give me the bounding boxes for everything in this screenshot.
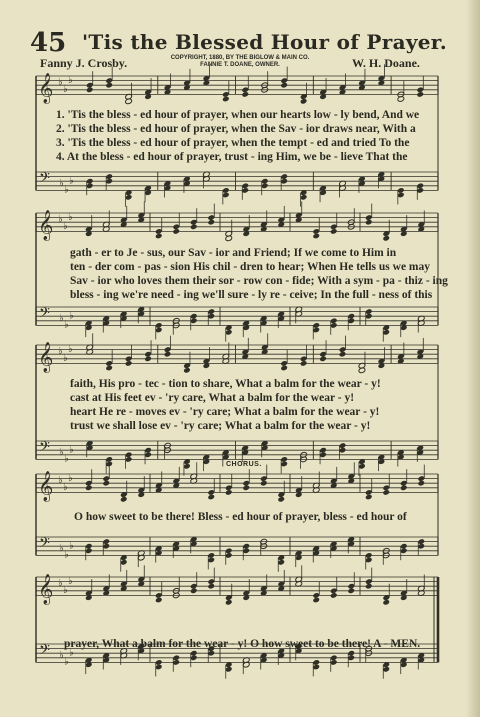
treble-3-note: [280, 365, 288, 372]
treble-4-note: [225, 489, 233, 496]
treble-5-note: [365, 583, 373, 590]
treble-clef-icon: 𝄞: [38, 471, 54, 502]
verse-2-line-1: 2. 'Tis the bless - ed hour of prayer, when the Sav - ior draws near, With a: [56, 123, 416, 135]
hymn-number: 45: [30, 28, 67, 58]
treble-2-note: [330, 228, 338, 235]
author-credit: Fanny J. Crosby.: [40, 56, 128, 70]
flat-sign: ♭: [64, 184, 69, 196]
flat-sign: ♭: [58, 578, 63, 590]
copyright-owner: FANNIE T. DOANE, OWNER.: [200, 62, 280, 68]
treble-2-note: [382, 235, 390, 242]
verse-4-line-3: trust we shall lose ev - 'ry care; What a balm for the wear - y!: [70, 420, 371, 432]
bass-clef-icon: 𝄢: [39, 642, 50, 663]
treble-4-note: [382, 489, 390, 496]
treble-1-note: [222, 96, 230, 103]
treble-1-note: [105, 82, 113, 89]
treble-clef-icon: 𝄞: [38, 73, 54, 104]
flat-sign: ♭: [64, 656, 69, 668]
flat-sign: ♭: [68, 575, 73, 587]
flat-sign: ♭: [68, 343, 73, 355]
hymn-title: 'Tis the Blessed Hour of Prayer.: [82, 30, 448, 54]
treble-1-note: [86, 87, 94, 94]
flat-sign: ♭: [63, 585, 68, 597]
verse-3-line-3: heart He re - moves ev - 'ry care; What a balm for the wear - y!: [70, 406, 380, 418]
copyright-line: COPYRIGHT, 1880, BY THE BIGLOW & MAIN CO.: [170, 55, 310, 61]
flat-sign: ♭: [68, 211, 73, 223]
treble-3-note: [183, 367, 191, 374]
treble-clef-icon: 𝄞: [38, 342, 54, 373]
flat-sign: ♭: [59, 177, 64, 189]
flat-sign: ♭: [58, 214, 63, 226]
treble-5-note: [190, 588, 198, 595]
treble-2-note: [365, 219, 373, 226]
flat-sign: ♭: [63, 221, 68, 233]
flat-sign: ♭: [59, 649, 64, 661]
treble-2-note: [312, 233, 320, 240]
verse-3-line-2: Sav - ior who loves them their sor - row con - fide; With a sym - pa - thiz - ing: [70, 275, 448, 287]
bass-clef-icon: 𝄢: [39, 535, 50, 556]
verse-1-line-3: faith, His pro - tec - tion to share, What a balm for the wear - y!: [70, 378, 381, 390]
treble-4-note: [400, 485, 408, 492]
treble-4-note: [242, 485, 250, 492]
flat-sign: ♭: [69, 175, 74, 187]
flat-sign: ♭: [63, 84, 68, 96]
flat-sign: ♭: [58, 346, 63, 358]
treble-5-note: [382, 599, 390, 606]
treble-1-note: [280, 82, 288, 89]
verse-3-line-1: 3. 'Tis the bless - ed hour of prayer, when the tempt - ed and tried To the: [56, 137, 410, 149]
treble-5-note: [330, 592, 338, 599]
verse-2-line-2: ten - der com - pas - sion His chil - dren to hear; When He tells us we may: [70, 261, 430, 273]
flat-sign: ♭: [64, 453, 69, 465]
verse-4-line-2: bless - ing we're need - ing we'll sure - ly re - ceive; In the full - ness of this: [70, 289, 433, 301]
treble-clef-icon: 𝄞: [38, 210, 54, 241]
flat-sign: ♭: [59, 446, 64, 458]
treble-1-note: [416, 91, 424, 98]
flat-sign: ♭: [64, 319, 69, 331]
flat-sign: ♭: [59, 312, 64, 324]
treble-2-note: [155, 233, 163, 240]
chorus-line-2: prayer, What a balm for the wear - y! O how sweet to be there! A - MEN.: [64, 638, 421, 650]
chorus-line-1: O how sweet to be there! Bless - ed hour of prayer, bless - ed hour of: [74, 511, 407, 523]
verse-1-line-1: 1. 'Tis the bless - ed hour of prayer, when our hearts low - ly bend, And we: [56, 109, 420, 121]
treble-4-note: [417, 480, 425, 487]
flat-sign: ♭: [59, 542, 64, 554]
treble-3-note: [319, 356, 327, 363]
flat-sign: ♭: [68, 472, 73, 484]
treble-5-note: [155, 597, 163, 604]
treble-3-note: [300, 360, 308, 367]
flat-sign: ♭: [58, 475, 63, 487]
treble-3-note: [105, 365, 113, 372]
treble-5-note: [207, 583, 215, 590]
copyright-notice: [150, 55, 330, 69]
treble-4-note: [277, 496, 285, 503]
chorus-label: CHORUS.: [226, 461, 262, 468]
treble-2-note: [172, 228, 180, 235]
bass-clef-icon: 𝄢: [39, 305, 50, 326]
verse-1-line-2: gath - er to Je - sus, our Sav - ior and Friend; If we come to Him in: [70, 247, 397, 259]
treble-4-note: [120, 496, 128, 503]
flat-sign: ♭: [63, 353, 68, 365]
treble-4-note: [260, 480, 268, 487]
flat-sign: ♭: [69, 310, 74, 322]
flat-sign: ♭: [69, 540, 74, 552]
flat-sign: ♭: [69, 647, 74, 659]
composer-credit: W. H. Doane.: [352, 56, 420, 70]
treble-4-note: [207, 494, 215, 501]
treble-5-note: [312, 597, 320, 604]
bass-clef-icon: 𝄢: [39, 170, 50, 191]
treble-5-note: [225, 599, 233, 606]
bass-clef-icon: 𝄢: [39, 439, 50, 460]
treble-3-note: [164, 351, 172, 358]
treble-5-note: [347, 588, 355, 595]
treble-3-note: [125, 360, 133, 367]
treble-clef-icon: 𝄞: [38, 574, 54, 605]
treble-4-note: [102, 480, 110, 487]
flat-sign: ♭: [58, 77, 63, 89]
treble-3-note: [339, 351, 347, 358]
treble-1-note: [300, 98, 308, 105]
flat-sign: ♭: [64, 549, 69, 561]
flat-sign: ♭: [69, 444, 74, 456]
treble-2-note: [207, 219, 215, 226]
verse-2-line-3: cast at His feet ev - 'ry care, What a balm for the wear - y!: [70, 392, 355, 404]
treble-1-note: [241, 91, 249, 98]
flat-sign: ♭: [68, 74, 73, 86]
treble-4-note: [85, 485, 93, 492]
flat-sign: ♭: [63, 482, 68, 494]
treble-3-note: [144, 356, 152, 363]
treble-2-note: [190, 224, 198, 231]
verse-4-line-1: 4. At the bless - ed hour of prayer, trust - ing Him, we be - lieve That the: [56, 151, 408, 163]
page-edge-shadow: [466, 0, 480, 717]
treble-4-note: [365, 494, 373, 501]
